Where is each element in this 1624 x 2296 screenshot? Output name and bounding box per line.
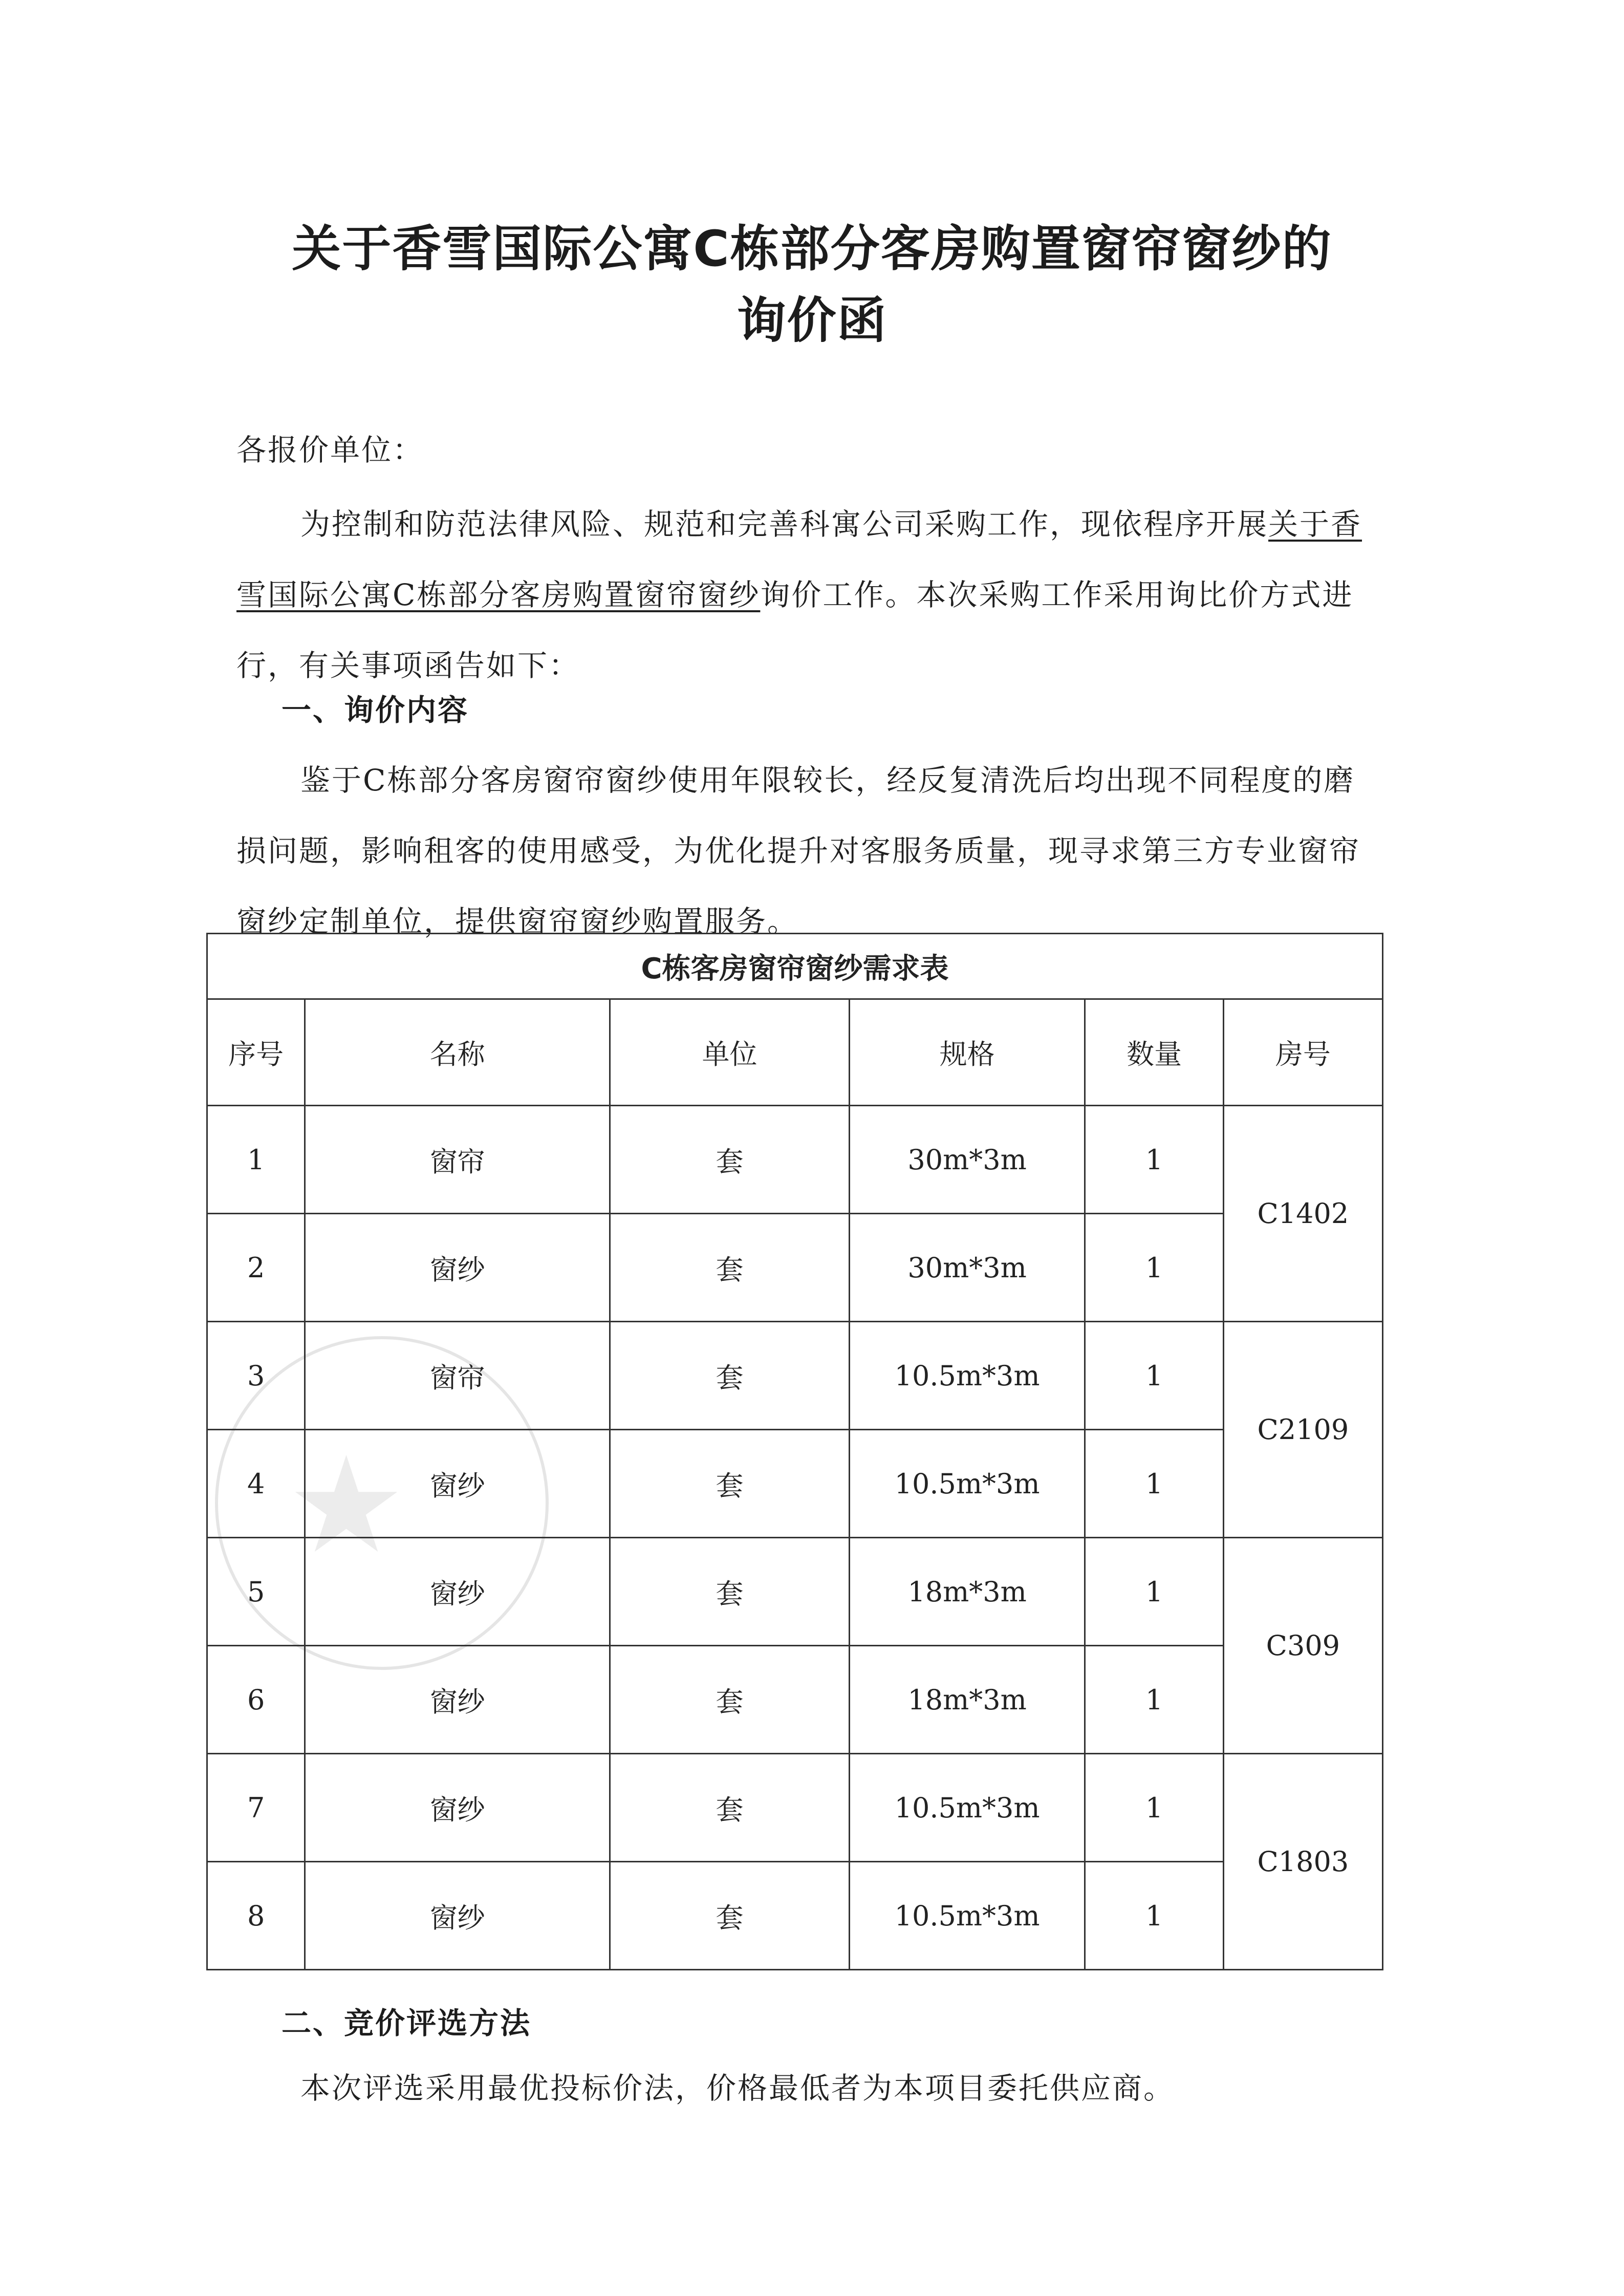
cell-spec: 10.5m*3m xyxy=(849,1430,1085,1538)
intro-prefix: 为控制和防范法律风险、规范和完善科寓公司采购工作，现依程序开展 xyxy=(300,507,1269,542)
cell-no: 7 xyxy=(207,1754,305,1862)
cell-unit: 套 xyxy=(610,1214,850,1322)
cell-unit: 套 xyxy=(610,1430,850,1538)
cell-spec: 30m*3m xyxy=(849,1214,1085,1322)
cell-unit: 套 xyxy=(610,1862,850,1970)
cell-unit: 套 xyxy=(610,1754,850,1862)
table-header-row xyxy=(207,999,1383,1106)
header-unit: 单位 xyxy=(610,999,850,1106)
cell-unit: 套 xyxy=(610,1322,850,1430)
header-no: 序号 xyxy=(207,999,305,1106)
cell-spec: 18m*3m xyxy=(849,1538,1085,1646)
cell-unit: 套 xyxy=(610,1646,850,1754)
cell-name: 窗帘 xyxy=(305,1322,610,1430)
section-1-body: 鉴于C栋部分客房窗帘窗纱使用年限较长，经反复清洗后均出现不同程度的磨损问题，影响租客的使用感受，为优化提升对客服务质量，现寻求第三方专业窗帘窗纱定制单位，提供窗帘窗纱购置服务。 xyxy=(236,763,1361,939)
requirements-table xyxy=(206,933,1383,1970)
cell-spec: 18m*3m xyxy=(849,1646,1085,1754)
cell-no: 5 xyxy=(207,1538,305,1646)
cell-no: 1 xyxy=(207,1106,305,1214)
cell-name: 窗纱 xyxy=(305,1214,610,1322)
table-row xyxy=(207,1646,1383,1754)
header-spec: 规格 xyxy=(849,999,1085,1106)
cell-qty: 1 xyxy=(1085,1430,1223,1538)
cell-qty: 1 xyxy=(1085,1862,1223,1970)
cell-qty: 1 xyxy=(1085,1106,1223,1214)
header-room: 房号 xyxy=(1223,999,1382,1106)
cell-spec: 10.5m*3m xyxy=(849,1862,1085,1970)
table-row xyxy=(207,1862,1383,1970)
cell-name: 窗纱 xyxy=(305,1754,610,1862)
intro-paragraph xyxy=(236,489,1383,701)
document-title-line-1: 关于香雪国际公寓C栋部分客房购置窗帘窗纱的 xyxy=(292,220,1332,277)
cell-qty: 1 xyxy=(1085,1538,1223,1646)
cell-qty: 1 xyxy=(1085,1322,1223,1430)
cell-no: 6 xyxy=(207,1646,305,1754)
salutation: 各报价单位： xyxy=(236,433,424,467)
cell-unit: 套 xyxy=(610,1538,850,1646)
table-row xyxy=(207,1106,1383,1214)
cell-unit: 套 xyxy=(610,1106,850,1214)
document-title-line-2: 询价函 xyxy=(737,292,887,349)
header-qty: 数量 xyxy=(1085,999,1223,1106)
table-row xyxy=(207,1430,1383,1538)
cell-qty: 1 xyxy=(1085,1754,1223,1862)
cell-room: C1402 xyxy=(1223,1106,1382,1322)
cell-name: 窗纱 xyxy=(305,1646,610,1754)
cell-name: 窗纱 xyxy=(305,1862,610,1970)
cell-spec: 10.5m*3m xyxy=(849,1754,1085,1862)
section-2-body: 本次评选采用最优投标价法，价格最低者为本项目委托供应商。 xyxy=(300,2071,1175,2106)
cell-spec: 10.5m*3m xyxy=(849,1322,1085,1430)
section-1-heading: 一、询价内容 xyxy=(282,693,469,727)
cell-qty: 1 xyxy=(1085,1646,1223,1754)
cell-spec: 30m*3m xyxy=(849,1106,1085,1214)
seal-star-icon: ★ xyxy=(287,1428,406,1583)
cell-room: C1803 xyxy=(1223,1754,1382,1970)
section-2-heading: 二、竞价评选方法 xyxy=(282,2006,532,2041)
cell-room: C2109 xyxy=(1223,1322,1382,1538)
intro-suffix: 询价工作。本次采购工作采用询比价方式进行，有关事项函告如下： xyxy=(236,577,1354,683)
table-row xyxy=(207,1322,1383,1430)
header-name: 名称 xyxy=(305,999,610,1106)
project-name: 关于香雪国际公寓C栋部分客房购置窗帘窗纱 xyxy=(236,507,1362,612)
cell-no: 4 xyxy=(207,1430,305,1538)
table-row xyxy=(207,1214,1383,1322)
cell-name: 窗帘 xyxy=(305,1106,610,1214)
cell-qty: 1 xyxy=(1085,1214,1223,1322)
table-row xyxy=(207,1754,1383,1862)
cell-room: C309 xyxy=(1223,1538,1382,1754)
cell-name: 窗纱 xyxy=(305,1538,610,1646)
cell-name: 窗纱 xyxy=(305,1430,610,1538)
cell-no: 8 xyxy=(207,1862,305,1970)
table-row xyxy=(207,1538,1383,1646)
cell-no: 2 xyxy=(207,1214,305,1322)
cell-no: 3 xyxy=(207,1322,305,1430)
table-caption: C栋客房窗帘窗纱需求表 xyxy=(207,934,1383,999)
